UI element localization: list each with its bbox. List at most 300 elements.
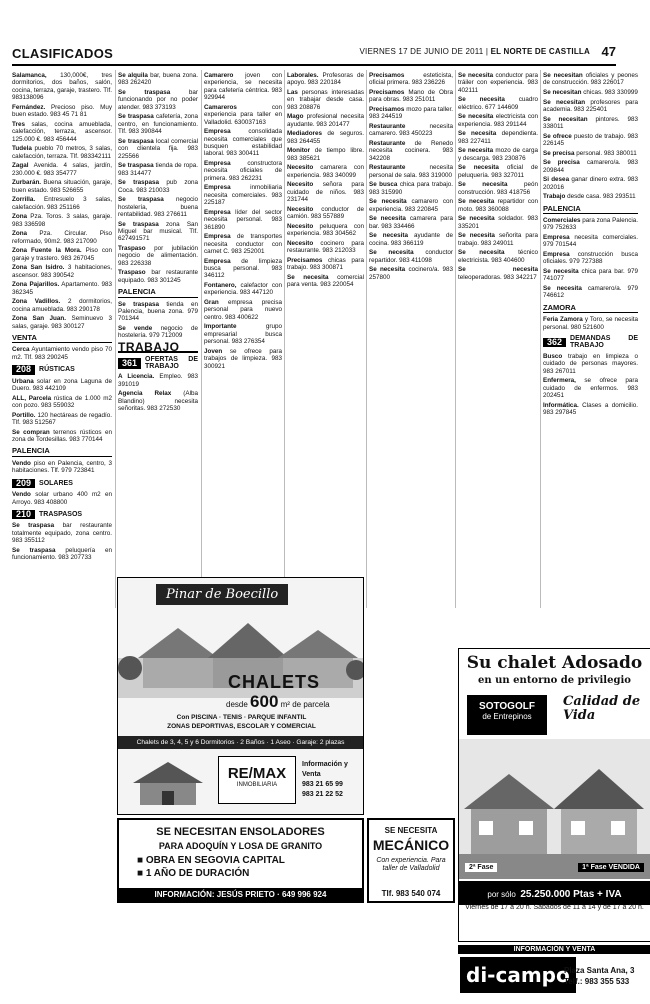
ad-keyword: ALL, Parcela	[12, 394, 52, 402]
classified-ad	[369, 89, 453, 104]
ad-keyword: Se necesita	[458, 215, 495, 223]
ad-text: calefactor con experiencia. 983 447120	[204, 282, 282, 297]
ad-text: chica para bar. 979 741077	[543, 268, 638, 283]
ad-keyword: Necesito	[287, 181, 314, 189]
classified-ad	[543, 99, 638, 114]
ad-keyword: Se necesita	[458, 198, 495, 206]
chalet-slogan: Calidad de Vida	[563, 694, 641, 723]
classified-ad	[12, 247, 112, 262]
ad-keyword: Se busca	[369, 181, 398, 189]
classified-ad	[458, 266, 538, 281]
ad-text: tienda en Palencia, buena zona. 979 701344	[118, 300, 198, 323]
category-rusticas	[12, 365, 112, 374]
ad-text: peluquería en funcionamiento. 983 207733	[12, 546, 112, 562]
classified-ad	[204, 258, 282, 280]
ad-text: salas, cocina amueblada, calefacción, terraza, ascensor. 125.000 €. 983 456444	[12, 120, 112, 143]
classified-ad	[369, 164, 453, 179]
column-2	[118, 72, 198, 576]
classified-ad	[204, 128, 282, 158]
pinar-features: Chalets de 3, 4, 5 y 6 Dormitorios · 2 Baños · 1 Aseo · Garaje: 2 plazas	[118, 736, 363, 749]
ad-keyword: Joven	[204, 347, 223, 355]
ad-keyword: A Licencia.	[118, 373, 155, 381]
ad-text: cocinero para restaurante. 983 212033	[287, 239, 364, 255]
ensol-info[interactable]: INFORMACIÓN: JESÚS PRIETO · 649 996 924	[119, 888, 362, 901]
ad-keyword: Se necesita	[458, 113, 494, 121]
classified-ad	[287, 147, 364, 162]
ad-keyword: Empresa	[204, 257, 231, 265]
ad-text: Precioso piso. Muy buen estado. 983 45 71 81	[12, 103, 112, 119]
ad-keyword: Fernández.	[12, 103, 46, 111]
column-divider	[455, 70, 456, 608]
ad-keyword: Gran	[204, 299, 219, 307]
page-number: 47	[601, 44, 616, 59]
column-6	[458, 72, 538, 646]
ad-text: camarero/a. 983 209844	[543, 159, 638, 174]
ad-text: Profesoras de apoyo. 983 220184	[287, 72, 364, 87]
column-3	[204, 72, 282, 576]
ad-text: chicas. 983 330999	[583, 89, 638, 96]
ad-text: piso en Palencia, centro, 3 habitaciones. Tlf. 979 723841	[12, 459, 112, 475]
ad-keyword: Enfermera,	[543, 377, 576, 385]
ad-text: electricista con experiencia. 983 291144	[458, 113, 538, 128]
ad-keyword: Zona	[12, 213, 28, 221]
ad-keyword: Se necesita	[543, 285, 582, 292]
classified-ad	[369, 232, 453, 247]
category-number: 209	[12, 479, 35, 488]
sotogolf-sub: de Entrepinos	[482, 712, 532, 721]
ad-text: personal. 983 380011	[576, 149, 637, 157]
classified-ad	[543, 251, 638, 266]
ad-keyword: Empresa	[204, 208, 231, 216]
ad-text: para zona Palencia. 979 752633	[543, 217, 638, 232]
ad-list	[543, 217, 638, 300]
date-line: VIERNES 17 DE JUNIO DE 2011 | EL NORTE DE CASTILLA	[359, 47, 590, 56]
ad-keyword: Fontanero,	[204, 282, 237, 290]
ensol-bullet-2-text: 1 AÑO DE DURACIÓN	[145, 868, 250, 879]
chalet-subline: en un entorno de privilegio	[478, 675, 631, 686]
ad-mecanico[interactable]	[367, 818, 455, 903]
classified-ad	[204, 72, 282, 102]
ad-keyword: Empresa	[204, 160, 231, 168]
ad-text: con experiencia para taller en Valladolid. 630037163	[204, 103, 282, 126]
classified-ad	[204, 348, 282, 370]
pinar-logo: Pinar de Boecillo	[156, 584, 288, 605]
ad-keyword: Empresa	[543, 234, 570, 241]
category-number: 208	[12, 365, 35, 374]
ad-text: Seminuevo 3 salas, garaje. 983 300127	[12, 315, 112, 330]
ad-keyword: Zona San Juan.	[12, 315, 67, 323]
column-divider	[201, 70, 202, 608]
ad-keyword: Se precisa	[543, 149, 575, 157]
ad-text: negocio de hostelería. 979 712009	[118, 325, 198, 340]
ad-keyword: Se necesita	[369, 249, 414, 257]
ad-text: Pza. Circular. Piso reformado, 90m2. 983 217090	[12, 230, 112, 245]
ad-keyword: Se traspasa	[118, 196, 164, 204]
classified-ad	[12, 162, 112, 177]
classified-ad	[118, 325, 198, 340]
ad-text: esteticista, oficial primera. 983 236226	[369, 72, 453, 87]
section-palencia: PALENCIA	[543, 205, 638, 214]
ad-text: desde casa. 983 293511	[567, 193, 636, 201]
pinar-phone-1[interactable]: 983 21 65 99	[302, 781, 343, 788]
classified-ad	[12, 522, 112, 544]
ad-text: Avenida. 4 salas, jardín, 230.000 €. 983 354777	[12, 162, 112, 177]
ensol-title: SE NECESITAN ENSOLADORES	[156, 826, 325, 838]
ad-keyword: Se traspasa	[118, 89, 171, 96]
ad-text: zona San Miguel bar musical. Tlf. 627491571	[118, 220, 198, 243]
ad-text: Pza. Toros. 3 salas, garaje. 983 336598	[12, 213, 112, 228]
classified-ad	[118, 196, 198, 218]
classified-ad	[118, 221, 198, 243]
classified-ad	[12, 264, 112, 279]
ad-keyword: Se necesita	[458, 72, 494, 79]
ad-text: 3 habitaciones, ascensor. 983 390542	[12, 264, 112, 279]
ad-keyword: Se traspasa	[118, 113, 154, 121]
classified-ad	[12, 315, 112, 330]
classified-ad	[458, 249, 538, 264]
ad-keyword: Necesito	[287, 164, 314, 172]
price-banner	[459, 881, 650, 905]
ad-keyword: Busco	[543, 352, 563, 360]
newspaper-name: EL NORTE DE CASTILLA	[490, 47, 590, 56]
ad-keyword: Tres	[12, 120, 25, 128]
classified-ad	[458, 147, 538, 162]
ad-keyword: Se traspasa	[118, 220, 159, 228]
ad-text: conductor repartidor. 983 411098	[369, 249, 453, 264]
ad-text: técnico electricista. 983 404600	[458, 249, 538, 264]
ad-keyword: Se necesita	[458, 232, 495, 240]
classified-ad	[458, 232, 538, 247]
ad-keyword: Importante	[204, 323, 237, 331]
classified-ad	[543, 133, 638, 148]
category-label: SOLARES	[39, 479, 73, 487]
ad-keyword: Se necesita	[458, 249, 505, 257]
classified-ad	[543, 159, 638, 174]
ad-list	[287, 72, 364, 289]
classified-ad	[204, 299, 282, 321]
ad-text: chicas para trabajo. 983 300871	[287, 256, 364, 272]
ad-keyword: Restaurante	[369, 140, 406, 147]
ad-text: teleoperadoras. 983 342217	[458, 273, 537, 281]
column-divider	[540, 70, 541, 608]
ad-keyword: Se necesita	[369, 232, 408, 240]
classified-ad	[204, 104, 282, 126]
category-number: 361	[118, 358, 141, 369]
classified-ad	[287, 240, 364, 255]
classified-ad	[543, 268, 638, 283]
ad-text: y Toro, se necesita personal. 980 521600	[543, 316, 638, 331]
column-1	[12, 72, 112, 1000]
classified-ad	[287, 181, 364, 203]
ad-text: inmobiliaria necesita comerciales. 983 225187	[204, 184, 282, 207]
ad-keyword: Zona Vadillos.	[12, 298, 61, 306]
classified-ad	[12, 346, 112, 361]
classified-ad	[543, 176, 638, 191]
ad-text: pub zona Coca. 983 210033	[118, 179, 198, 194]
ad-keyword: Zagal	[12, 162, 29, 170]
ad-text: 120 hectáreas de regadío. Tlf. 983 512567	[12, 411, 112, 427]
classified-ad	[287, 164, 364, 179]
ad-keyword: Laborales.	[287, 72, 319, 79]
classified-ad	[118, 269, 198, 284]
classified-ad	[369, 249, 453, 264]
ad-text: de Renedo necesita cocinera. 983 342208	[369, 140, 453, 162]
page-header	[12, 44, 616, 66]
classified-ad	[369, 181, 453, 196]
ad-text: personas interesadas en trabajar desde casa. 983 208876	[287, 89, 364, 111]
ad-text: Piso con garaje y trastero. 983 267045	[12, 247, 112, 262]
ad-text: solar en zona Laguna de Duero. 983 442109	[12, 377, 112, 393]
ensol-bullet-2: ■ 1 AÑO DE DURACIÓN	[137, 868, 250, 879]
mec-tel[interactable]: Tlf. 983 540 074	[381, 889, 441, 898]
classified-ad	[12, 230, 112, 245]
ad-text: grupo empresarial busca personal. 983 276354	[204, 323, 282, 346]
classified-ad	[118, 89, 198, 111]
ad-text: pueblo 70 metros, 3 salas, calefacción, terraza. Tlf. 983342111	[12, 145, 112, 160]
ad-keyword: Feria Zamora	[543, 316, 583, 324]
classified-ad	[12, 196, 112, 211]
ad-list	[543, 72, 638, 201]
ad-sotogolf[interactable]	[458, 648, 650, 942]
ad-text: Buena situación, garaje, buen estado. 983 526655	[12, 179, 112, 194]
ad-keyword: Se necesitan	[543, 89, 582, 96]
classified-ad	[543, 89, 638, 96]
classified-ad	[12, 395, 112, 410]
classified-ad	[204, 282, 282, 297]
ad-keyword: Monitor	[287, 147, 311, 155]
ad-text: peluquera con experiencia. 983 304562	[287, 222, 364, 238]
classified-ad	[12, 298, 112, 313]
sotogolf-name: SOTOGOLF	[479, 701, 535, 712]
ad-keyword: Se ofrece	[543, 132, 572, 140]
classified-ad	[287, 223, 364, 238]
chalet-headline: Su chalet Adosado	[466, 653, 643, 673]
ad-text: soldador. 983 335201	[458, 215, 538, 230]
ad-keyword: Salamanca,	[12, 72, 47, 79]
sotogolf-houses	[459, 739, 650, 879]
section-palencia: PALENCIA	[12, 447, 112, 456]
ad-keyword: Cerca	[12, 346, 30, 354]
ad-text: de seguros. 983 264455	[287, 130, 364, 145]
ad-list	[118, 373, 198, 412]
classified-ad	[458, 198, 538, 213]
ad-keyword: Necesito	[287, 239, 314, 247]
ad-text: 130,000€, tres dormitorios, dos baños, salón, cocina, terraza, garaje, trastero. Tlf. 983138096	[12, 72, 112, 102]
section-zamora: ZAMORA	[543, 304, 638, 313]
ad-list	[543, 316, 638, 331]
classified-ad	[204, 209, 282, 231]
ad-list	[369, 72, 453, 281]
classified-ad	[204, 323, 282, 345]
classified-ad	[543, 193, 638, 200]
classified-ad	[204, 233, 282, 255]
column-5	[369, 72, 453, 814]
ad-keyword: Comerciales	[543, 217, 581, 224]
ad-keyword: Urbana	[12, 377, 34, 385]
classified-ad	[458, 181, 538, 196]
ad-list	[12, 522, 112, 561]
ad-keyword: Tudela	[12, 145, 32, 153]
ad-text: comercial para venta. 983 220054	[287, 273, 364, 289]
classified-ad	[12, 179, 112, 194]
ad-keyword: Se traspasa	[12, 522, 55, 530]
pinar-title: CHALETS	[228, 672, 320, 692]
dicampo-phone[interactable]: Telf.: 983 355 533	[564, 977, 630, 986]
pinar-amenities-2: ZONAS DEPORTIVAS, ESCOLAR Y COMERCIAL	[167, 723, 316, 730]
classified-ad	[369, 106, 453, 121]
chalet-hours: Viernes de 17 a 20 h. Sábados de 11 a 14 y de 17 a 20 h.	[465, 904, 644, 911]
column-divider	[284, 70, 285, 608]
ad-keyword: Vendo	[12, 459, 31, 467]
column-7	[543, 72, 638, 646]
ad-text: camarera con experiencia. 983 340099	[287, 164, 364, 179]
ensol-line2: PARA ADOQUÍN Y LOSA DE GRANITO	[158, 841, 323, 851]
ad-keyword: Portillo.	[12, 411, 36, 419]
ad-text: cocinero/a. 983 257800	[369, 266, 453, 281]
classified-ad	[543, 72, 638, 87]
ad-keyword: Se necesita	[458, 181, 508, 189]
ad-list	[12, 378, 112, 444]
ad-text: mozo para taller. 983 244519	[369, 106, 453, 121]
sotogolf-logo	[467, 695, 547, 735]
ad-text: de transportes necesita conductor con carnet C. 983 252001	[204, 233, 282, 256]
pinar-info: Información y Venta	[302, 761, 348, 778]
ad-list	[12, 460, 112, 475]
pinar-phone-2[interactable]: 983 21 22 52	[302, 791, 343, 798]
ad-keyword: Traspaso	[118, 245, 146, 253]
ad-text: señorita para trabajo. 983 249011	[458, 232, 538, 247]
classified-ad	[543, 217, 638, 232]
ad-text: bar restaurante totalmente equipado, zona centro. 983 355112	[12, 522, 112, 545]
classified-ad	[204, 160, 282, 182]
classified-ad	[287, 130, 364, 145]
ad-keyword: Empresa	[204, 233, 231, 241]
ad-text: Empleo. 983 391019	[118, 373, 198, 388]
ad-text: profesores para academia. 983 225401	[543, 98, 638, 113]
ad-text: necesita personal de sala. 983 319000	[369, 164, 453, 179]
ad-text: se ofrece para trabajos de limpieza. 983 300921	[204, 347, 282, 370]
ad-text: Clases a domicilio. 983 297845	[543, 401, 638, 417]
ad-keyword: Se traspasa	[118, 300, 160, 308]
ad-text: ganar dinero extra. 983 202016	[543, 176, 638, 191]
classified-ad	[12, 491, 112, 506]
ad-text: por jubilación negocio de alimentación. 983 226338	[118, 245, 198, 267]
classified-ad	[204, 184, 282, 206]
ad-text: constructora necesita oficiales de primera. 983 262231	[204, 160, 282, 182]
classified-ad	[369, 72, 453, 87]
section-trabajo: TRABAJO	[118, 344, 198, 353]
ad-text: local comercial con clientela fija. 983 225566	[118, 137, 198, 160]
remax-logo	[218, 756, 296, 804]
ad-ensoladores[interactable]	[117, 818, 364, 903]
category-demandas	[543, 335, 638, 350]
ad-text: cafetería, zona centro, en funcionamiento. Tlf. 983 390844	[118, 113, 198, 136]
remax-name: RE/MAX	[227, 765, 287, 782]
ad-text: camarero con experiencia. 983 220845	[369, 198, 453, 213]
ad-text: bar, buena zona. 983 262420	[118, 72, 198, 87]
ensol-bullet-1: ■ OBRA EN SEGOVIA CAPITAL	[137, 855, 285, 866]
ad-keyword: Mago	[287, 113, 304, 121]
category-number: 210	[12, 510, 35, 519]
ad-keyword: Precisamos	[369, 106, 405, 113]
ad-text: Mano de Obra para obras. 983 251011	[369, 89, 453, 104]
category-label: OFERTAS DE TRABAJO	[145, 356, 198, 371]
classified-ad	[458, 164, 538, 179]
ad-keyword: Se necesita	[369, 198, 407, 206]
price-value: 25.250.000 Ptas + IVA	[520, 889, 622, 900]
ad-list	[12, 491, 112, 506]
classified-ad	[12, 145, 112, 160]
ad-keyword: Se necesita	[458, 147, 494, 155]
category-label: TRASPASOS	[39, 510, 83, 518]
classified-ad	[118, 138, 198, 160]
ad-text: camarera para bar. 983 334466	[369, 215, 453, 230]
ad-text: se ofrece para cuidado de enfermos. 983 202451	[543, 377, 638, 400]
ad-keyword: Empresa	[543, 251, 570, 258]
ad-keyword: Se traspasa	[118, 162, 154, 170]
ad-text: chica para trabajo. 983 315990	[369, 181, 453, 196]
column-divider	[115, 70, 116, 608]
ad-keyword: Empresa	[204, 184, 231, 192]
classified-ad	[118, 373, 198, 388]
ad-pinar-boecillo[interactable]	[117, 577, 364, 815]
dicampo-address: Plaza Santa Ana, 3	[564, 966, 635, 975]
ad-keyword: Se necesita	[458, 164, 499, 172]
ad-text: necesita camarero. 983 450223	[369, 123, 453, 138]
fase-badge-1: 1ª Fase VENDIDA	[578, 863, 644, 872]
classified-ad	[12, 460, 112, 475]
ad-text: pintores. 983 338011	[543, 115, 638, 130]
category-label: RÚSTICAS	[39, 366, 75, 374]
classified-ad	[543, 150, 638, 157]
ad-text: necesita comerciales. 979 701544	[543, 234, 638, 249]
classified-ad	[12, 72, 112, 102]
ad-text: profesional necesita ayudante. 983 201477	[287, 113, 364, 128]
classified-ad	[543, 116, 638, 131]
ad-text: consolidada necesita comerciales que busquen estabilidad laboral. 983 300411	[204, 128, 282, 158]
ad-keyword: Zona Fuente la Mora.	[12, 247, 82, 255]
ad-keyword: Empresa	[204, 128, 231, 136]
ad-list	[12, 346, 112, 361]
ad-text: dependienta. 983 227411	[458, 130, 538, 145]
ad-dicampo[interactable]	[458, 945, 650, 1003]
classified-ad	[12, 104, 112, 119]
ad-text: ayudante de cocina. 983 366119	[369, 232, 453, 247]
classified-ad	[543, 285, 638, 300]
ad-text: camarero/a. 979 746612	[543, 285, 638, 300]
ad-list	[118, 301, 198, 340]
category-number: 362	[543, 338, 566, 347]
ad-text: bar restaurante equipado. 983 301245	[118, 269, 198, 284]
ad-text: joven con experiencia, se necesita para cafetería céntrica. 983 929944	[204, 72, 282, 102]
ad-text: terrenos rústicos en zona de Tordesillas. 983 770144	[12, 428, 112, 444]
ad-keyword: Se necesita	[458, 266, 538, 274]
ad-text: oficiales y peones de construcción. 983 226017	[543, 72, 638, 87]
classified-ad	[118, 113, 198, 135]
classified-ad	[118, 245, 198, 267]
ad-text: Ayuntamiento vendo piso 70 m2. Tlf. 983 290245	[12, 346, 112, 361]
ad-keyword: Se necesita	[287, 273, 329, 281]
ad-text: cuadro eléctrico. 677 144609	[458, 96, 538, 111]
ad-list	[458, 72, 538, 281]
category-traspasos	[12, 510, 112, 519]
dicampo-contact	[564, 965, 634, 987]
ad-keyword: Trabajo	[543, 193, 566, 201]
remax-sub: INMOBILIARIA	[236, 782, 278, 788]
price-label: por sólo	[487, 890, 516, 899]
ad-keyword: Zona San Isidro.	[12, 264, 65, 272]
fase-badge-2: 2ª Fase	[465, 863, 497, 872]
